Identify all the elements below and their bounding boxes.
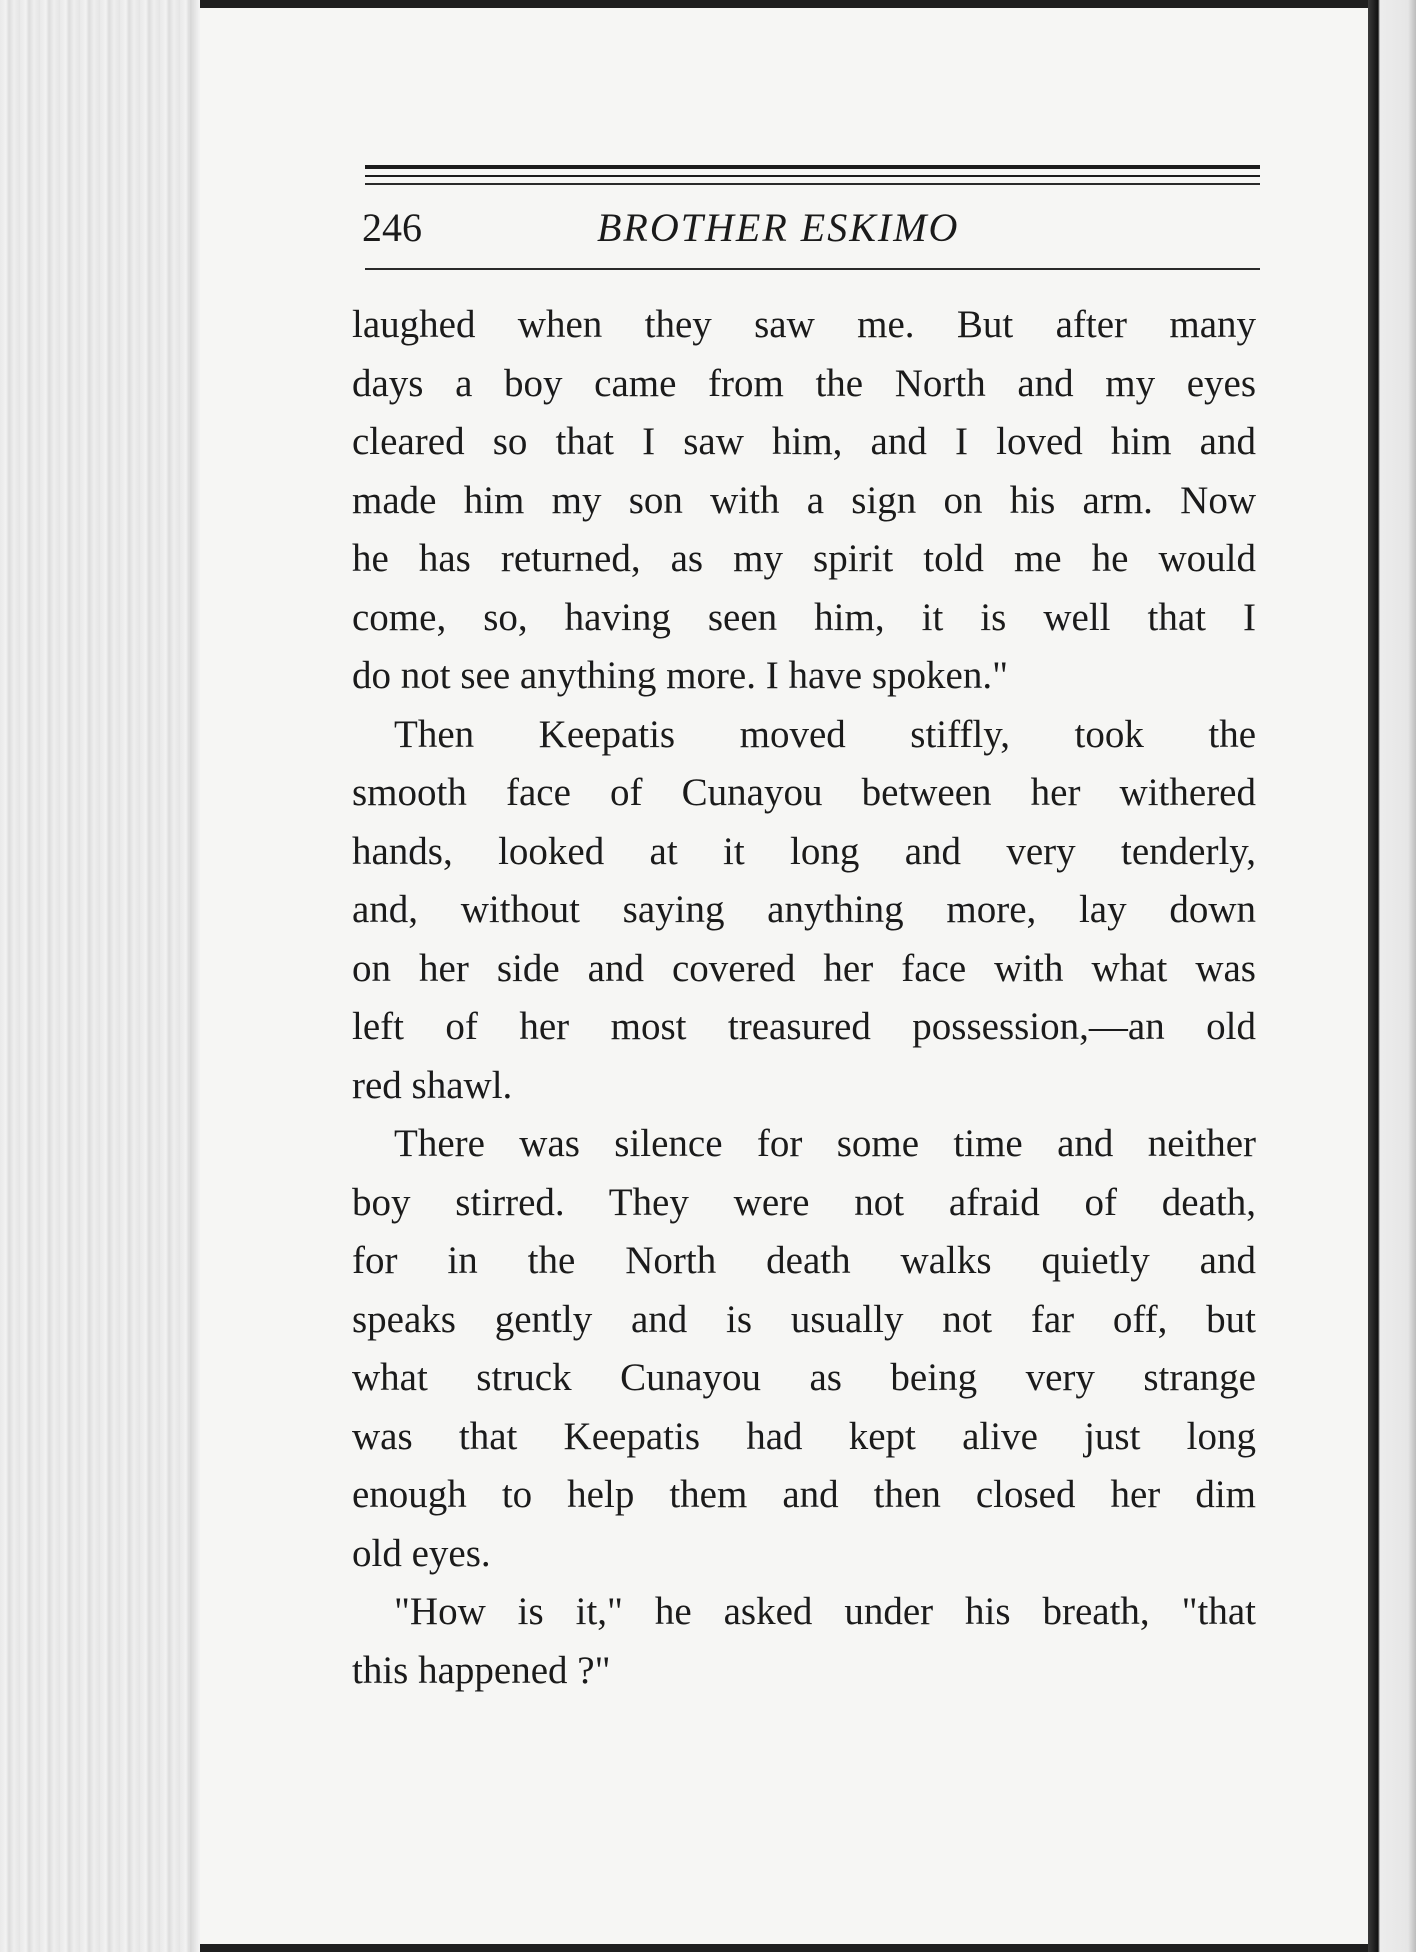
text-line: Then Keepatis moved stiffly, took the: [394, 712, 1256, 756]
header-rule: [365, 268, 1260, 270]
text-line: hands, looked at it long and very tenderly,: [352, 829, 1256, 873]
text-line: cleared so that I saw him, and I loved him and: [352, 420, 1256, 463]
paragraph: [352, 1583, 1256, 1700]
text-line: this happened ?": [352, 1648, 611, 1692]
text-line: speaks gently and is usually not far off, but: [352, 1297, 1256, 1341]
text-line: and, without saying anything more, lay down: [352, 888, 1256, 931]
body-text: [352, 296, 1256, 1700]
text-line: There was silence for some time and neither: [394, 1122, 1256, 1165]
header-rule: [365, 183, 1260, 185]
header-rule: [365, 165, 1260, 169]
text-line: for in the North death walks quietly and: [352, 1239, 1256, 1282]
text-line: "How is it," he asked under his breath, "that: [394, 1590, 1256, 1633]
text-line: smooth face of Cunayou between her withered: [352, 771, 1256, 814]
text-line: old eyes.: [352, 1531, 491, 1575]
text-line: come, so, having seen him, it is well that I: [352, 595, 1256, 639]
paragraph: [352, 1115, 1256, 1583]
text-line: laughed when they saw me. But after many: [352, 303, 1256, 346]
text-line: days a boy came from the North and my eyes: [352, 361, 1256, 405]
header-rule: [365, 175, 1260, 177]
running-title: BROTHER ESKIMO: [597, 205, 960, 250]
text-line: on her side and covered her face with what was: [352, 946, 1256, 990]
page-number: 246: [362, 205, 422, 250]
text-line: he has returned, as my spirit told me he would: [352, 537, 1256, 580]
paragraph: [352, 296, 1256, 706]
paragraph: [352, 706, 1256, 1116]
text-line: do not see anything more. I have spoken.": [352, 654, 1009, 697]
text-line: was that Keepatis had kept alive just long: [352, 1414, 1256, 1458]
text-line: enough to help them and then closed her dim: [352, 1473, 1256, 1516]
text-line: boy stirred. They were not afraid of death,: [352, 1180, 1256, 1224]
text-line: red shawl.: [352, 1063, 513, 1107]
text-line: made him my son with a sign on his arm. Now: [352, 478, 1256, 522]
text-line: what struck Cunayou as being very strange: [352, 1356, 1256, 1399]
book-binding-edge: [1368, 0, 1416, 1952]
running-head: [362, 200, 1262, 260]
text-line: left of her most treasured possession,—an old: [352, 1005, 1256, 1048]
page-edges: [0, 0, 200, 1952]
